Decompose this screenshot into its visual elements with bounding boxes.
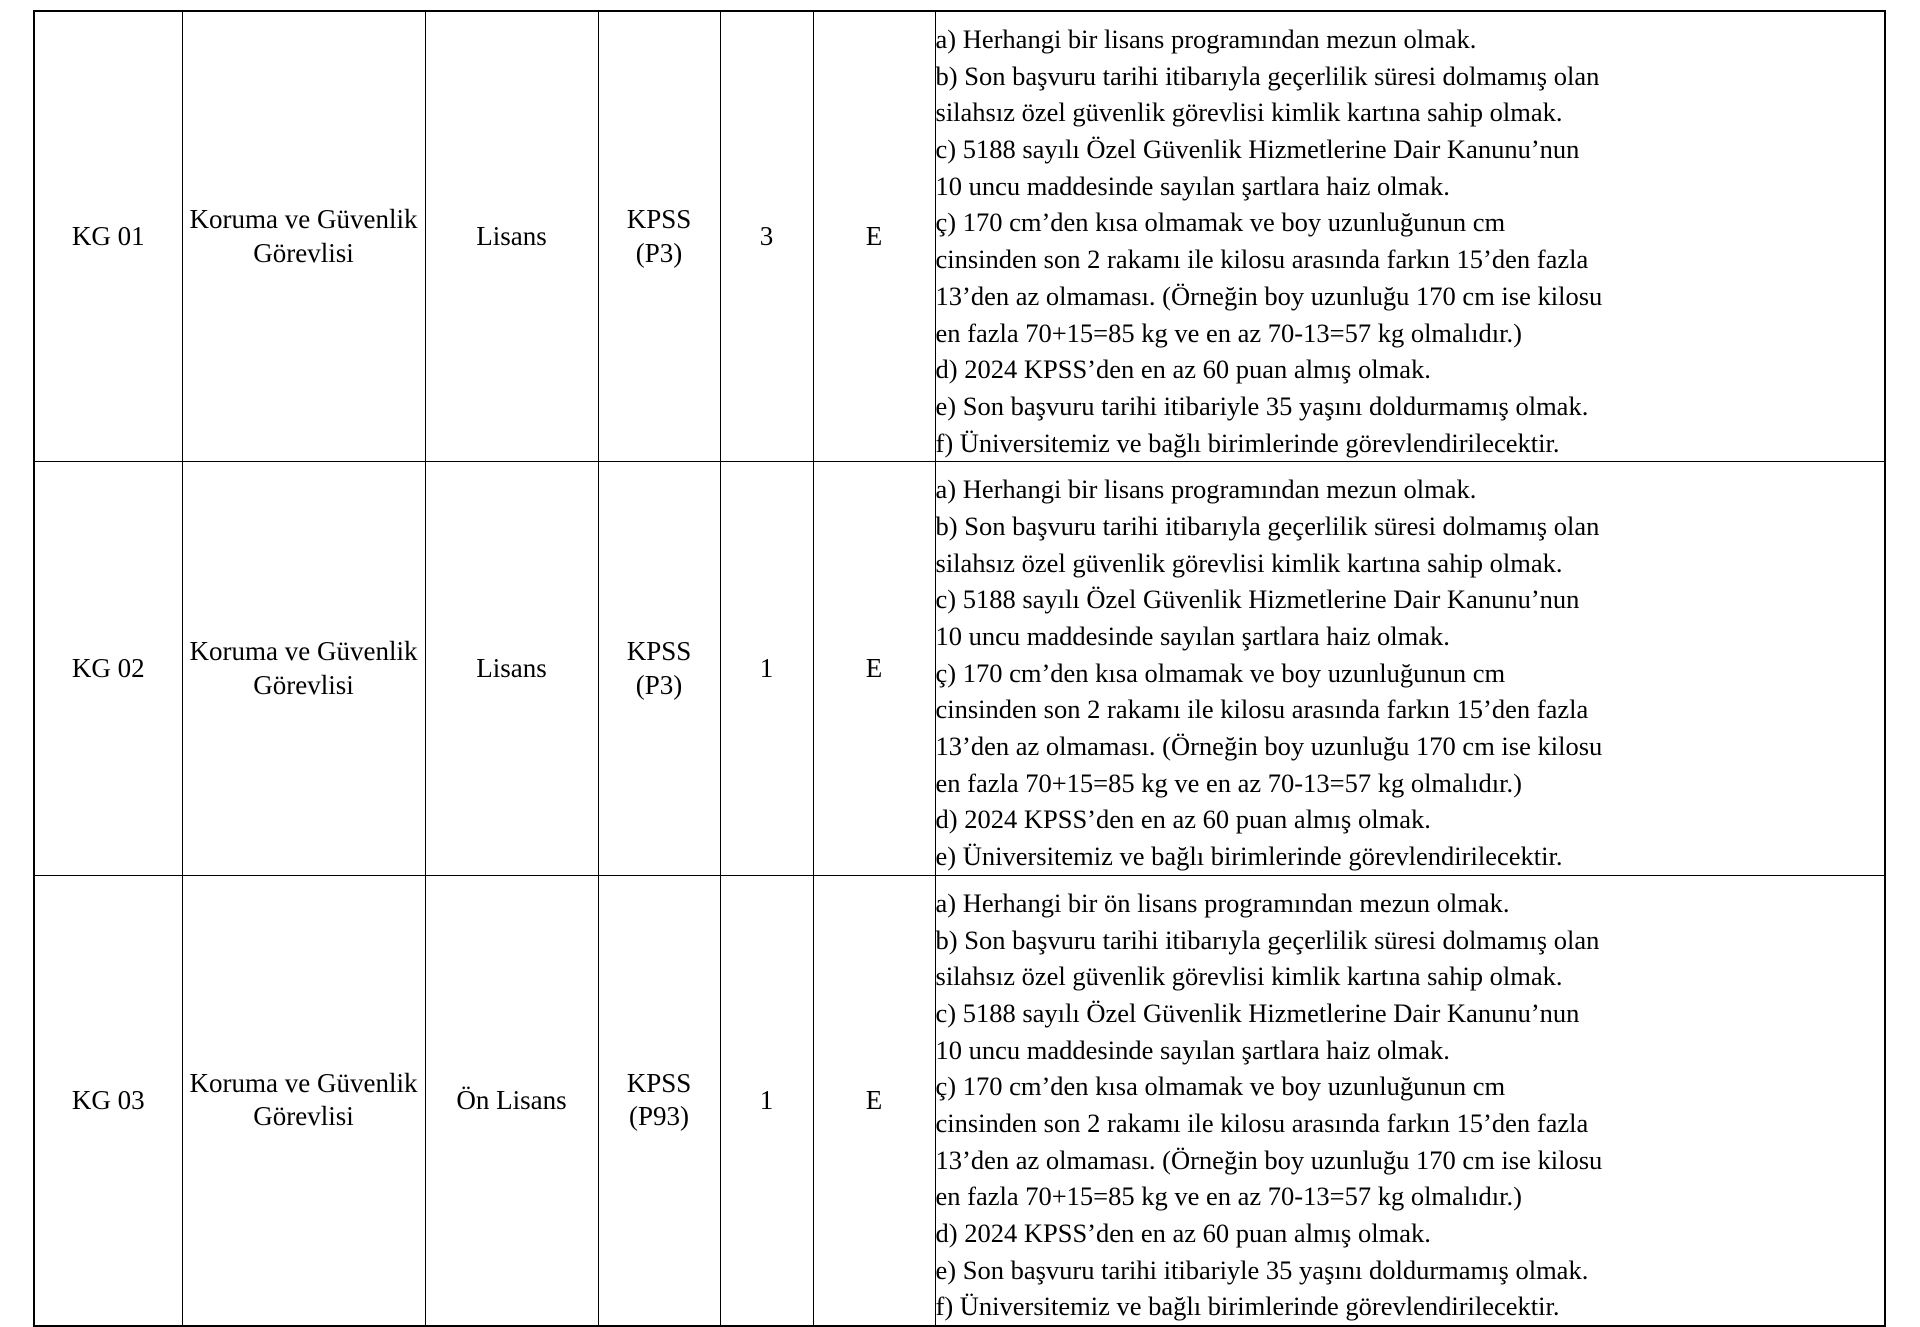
score-type-code: (P93) (629, 1101, 689, 1132)
condition-line: en fazla 70+15=85 kg ve en az 70-13=57 kg olmalıdır.) (935, 317, 1522, 348)
cell-conditions (935, 11, 1885, 462)
table-row (34, 875, 1885, 1326)
gender-text: E (865, 652, 883, 683)
table-row (34, 11, 1885, 462)
cell-gender (813, 875, 935, 1326)
condition-line: d) 2024 KPSS’den en az 60 puan almış olmak. (935, 1218, 1431, 1248)
cell-education-level (425, 11, 598, 462)
education-level-text: Lisans (476, 652, 547, 683)
cell-quota-count (720, 462, 813, 876)
cell-quota-count (720, 11, 813, 462)
condition-line: 13’den az olmaması. (Örneğin boy uzunluğu 170 cm ise kilosu (935, 280, 1603, 311)
score-type-name: KPSS (626, 1067, 692, 1098)
score-type-code: (P3) (635, 237, 683, 268)
condition-line: cinsinden son 2 rakamı ile kilosu arasında farkın 15’den fazla (935, 1107, 1589, 1138)
condition-line: c) 5188 sayılı Özel Güvenlik Hizmetlerine Dair Kanunu’nun (935, 134, 1580, 165)
condition-line: ç) 170 cm’den kısa olmamak ve boy uzunluğunun cm (935, 657, 1506, 688)
conditions-list (936, 21, 1885, 461)
education-level-text: Ön Lisans (456, 1084, 567, 1115)
table-row (34, 462, 1885, 876)
condition-line: a) Herhangi bir ön lisans programından mezun olmak. (935, 887, 1510, 918)
condition-line: cinsinden son 2 rakamı ile kilosu arasında farkın 15’den fazla (935, 244, 1589, 275)
condition-line: b) Son başvuru tarihi itibarıyla geçerlilik süresi dolmamış olan (935, 510, 1600, 541)
position-title-line2: Görevlisi (253, 237, 354, 268)
gender-text: E (865, 1084, 883, 1115)
condition-line: f) Üniversitemiz ve bağlı birimlerinde görevlendirilecektir. (935, 427, 1560, 458)
cell-position-title (182, 11, 425, 462)
position-code-text: KG 01 (71, 220, 145, 251)
condition-line: 10 uncu maddesinde sayılan şartlara haiz olmak. (935, 170, 1450, 201)
cell-position-code (34, 462, 182, 876)
gender-text: E (865, 220, 883, 251)
condition-line: e) Üniversitemiz ve bağlı birimlerinde görevlendirilecektir. (935, 841, 1563, 872)
condition-line: en fazla 70+15=85 kg ve en az 70-13=57 kg olmalıdır.) (935, 1181, 1522, 1212)
position-title-line1: Koruma ve Güvenlik (189, 635, 418, 666)
score-type-name: KPSS (626, 203, 692, 234)
cell-position-title (182, 875, 425, 1326)
condition-line: c) 5188 sayılı Özel Güvenlik Hizmetlerine Dair Kanunu’nun (935, 997, 1580, 1028)
position-title-line1: Koruma ve Güvenlik (189, 1067, 418, 1098)
cell-position-title (182, 462, 425, 876)
condition-line: d) 2024 KPSS’den en az 60 puan almış olmak. (935, 804, 1431, 835)
cell-score-type (598, 11, 720, 462)
condition-line: a) Herhangi bir lisans programından mezun olmak. (935, 474, 1477, 505)
condition-line: 13’den az olmaması. (Örneğin boy uzunluğu 170 cm ise kilosu (935, 1144, 1603, 1175)
cell-education-level (425, 462, 598, 876)
condition-line: 13’den az olmaması. (Örneğin boy uzunluğu 170 cm ise kilosu (935, 731, 1603, 762)
condition-line: b) Son başvuru tarihi itibarıyla geçerlilik süresi dolmamış olan (935, 60, 1600, 91)
position-title-line2: Görevlisi (253, 669, 354, 700)
condition-line: e) Son başvuru tarihi itibariyle 35 yaşını doldurmamış olmak. (935, 390, 1589, 421)
condition-line: c) 5188 sayılı Özel Güvenlik Hizmetlerine Dair Kanunu’nun (935, 584, 1580, 615)
quota-count-text: 1 (759, 652, 774, 683)
conditions-list (936, 471, 1885, 875)
score-type-code: (P3) (635, 669, 683, 700)
cell-quota-count (720, 875, 813, 1326)
cell-gender (813, 462, 935, 876)
condition-line: ç) 170 cm’den kısa olmamak ve boy uzunluğunun cm (935, 1071, 1506, 1102)
cell-score-type (598, 875, 720, 1326)
condition-line: a) Herhangi bir lisans programından mezun olmak. (935, 24, 1477, 54)
cell-score-type (598, 462, 720, 876)
condition-line: silahsız özel güvenlik görevlisi kimlik kartına sahip olmak. (935, 961, 1563, 992)
conditions-list (936, 885, 1885, 1325)
position-code-text: KG 03 (71, 1084, 145, 1115)
position-title-line1: Koruma ve Güvenlik (189, 203, 418, 234)
cell-position-code (34, 11, 182, 462)
score-type-name: KPSS (626, 635, 692, 666)
condition-line: 10 uncu maddesinde sayılan şartlara haiz olmak. (935, 1034, 1450, 1065)
cell-education-level (425, 875, 598, 1326)
quota-count-text: 1 (759, 1084, 774, 1115)
cell-conditions (935, 875, 1885, 1326)
qualification-table (33, 10, 1886, 1327)
condition-line: ç) 170 cm’den kısa olmamak ve boy uzunluğunun cm (935, 207, 1506, 238)
condition-line: e) Son başvuru tarihi itibariyle 35 yaşını doldurmamış olmak. (935, 1254, 1589, 1285)
condition-line: silahsız özel güvenlik görevlisi kimlik kartına sahip olmak. (935, 547, 1563, 578)
cell-gender (813, 11, 935, 462)
condition-line: cinsinden son 2 rakamı ile kilosu arasında farkın 15’den fazla (935, 694, 1589, 725)
condition-line: b) Son başvuru tarihi itibarıyla geçerlilik süresi dolmamış olan (935, 924, 1600, 955)
condition-line: f) Üniversitemiz ve bağlı birimlerinde görevlendirilecektir. (935, 1291, 1560, 1322)
condition-line: en fazla 70+15=85 kg ve en az 70-13=57 kg olmalıdır.) (935, 767, 1522, 798)
cell-position-code (34, 875, 182, 1326)
education-level-text: Lisans (476, 220, 547, 251)
condition-line: 10 uncu maddesinde sayılan şartlara haiz olmak. (935, 621, 1450, 651)
position-code-text: KG 02 (71, 652, 145, 683)
cell-conditions (935, 462, 1885, 876)
condition-line: silahsız özel güvenlik görevlisi kimlik kartına sahip olmak. (935, 97, 1563, 128)
quota-count-text: 3 (759, 220, 774, 251)
position-title-line2: Görevlisi (253, 1101, 354, 1132)
condition-line: d) 2024 KPSS’den en az 60 puan almış olmak. (935, 354, 1431, 385)
